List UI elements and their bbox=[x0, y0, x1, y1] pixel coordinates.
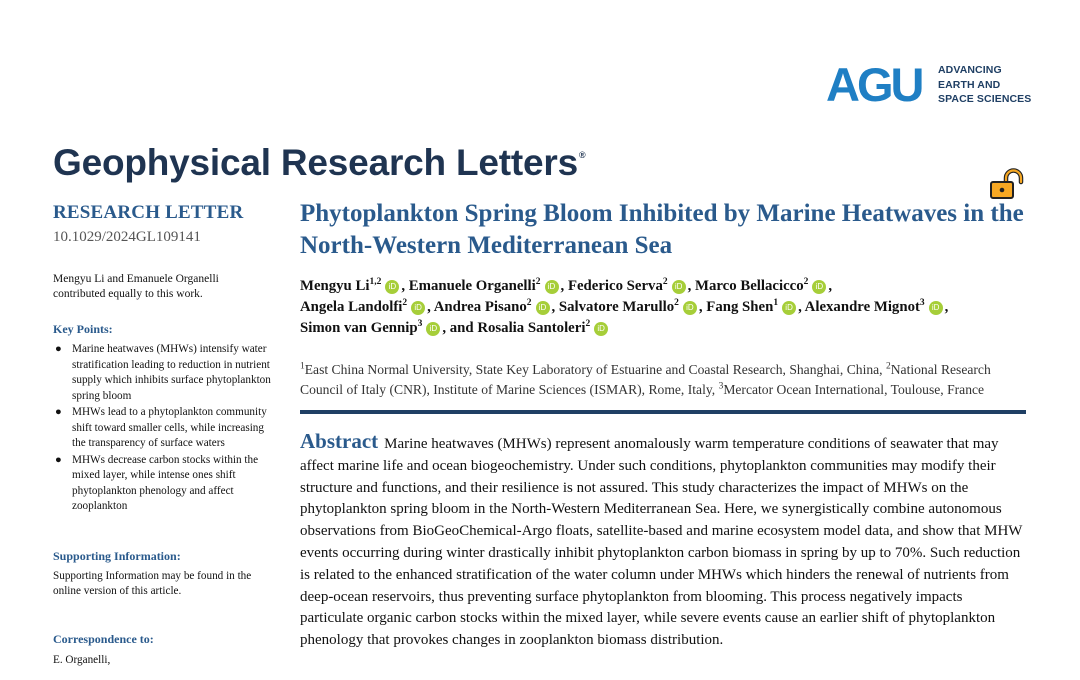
supporting-text: Supporting Information may be found in the online version of this article. bbox=[53, 569, 252, 597]
registered-mark: ® bbox=[578, 150, 586, 160]
author-name: Alexandre Mignot bbox=[804, 299, 920, 315]
author-separator: , bbox=[798, 299, 805, 315]
contribution-note: Mengyu Li and Emanuele Organelli contributed equally to this work. bbox=[53, 273, 219, 300]
article-main bbox=[300, 198, 1028, 652]
orcid-icon[interactable]: iD bbox=[545, 280, 559, 294]
agu-tagline-line: EARTH AND bbox=[938, 78, 1001, 91]
author-affiliation-sup: 3 bbox=[417, 319, 423, 330]
author-name: Emanuele Organelli bbox=[408, 278, 536, 294]
abstract-label: Abstract bbox=[300, 429, 379, 453]
article-sidebar bbox=[53, 200, 273, 668]
orcid-icon[interactable]: iD bbox=[683, 301, 697, 315]
author-name: Andrea Pisano bbox=[433, 299, 527, 315]
author-affiliation-sup: 2 bbox=[402, 298, 408, 309]
orcid-icon[interactable]: iD bbox=[672, 280, 686, 294]
agu-logo-letters: AGU bbox=[826, 60, 922, 108]
bullet: ● bbox=[55, 406, 62, 418]
author-affiliation-sup: 2 bbox=[585, 319, 591, 330]
correspondence-heading: Correspondence to: bbox=[53, 631, 154, 646]
author-separator: , bbox=[944, 299, 949, 315]
abstract bbox=[300, 431, 1028, 652]
key-points-heading: Key Points: bbox=[53, 322, 113, 336]
orcid-icon[interactable]: iD bbox=[426, 322, 440, 336]
author-list bbox=[300, 276, 1028, 339]
author-separator: , bbox=[401, 278, 409, 294]
affiliation-sup: 2 bbox=[885, 361, 891, 372]
author-name: Rosalia Santoleri bbox=[477, 320, 586, 336]
bullet: ● bbox=[55, 343, 62, 355]
author-affiliation-sup: 2 bbox=[535, 277, 541, 288]
key-points bbox=[53, 322, 273, 515]
affiliations bbox=[300, 360, 1028, 400]
correspondence-name[interactable]: E. Organelli, bbox=[53, 653, 111, 666]
article-title: Phytoplankton Spring Bloom Inhibited by Marine Heatwaves in the North-Western Mediterranean Sea bbox=[300, 200, 1024, 259]
author-affiliation-sup: 2 bbox=[674, 298, 679, 309]
author-name: Mengyu Li bbox=[300, 278, 370, 294]
doi-link[interactable]: 10.1029/2024GL109141 bbox=[53, 229, 201, 245]
key-point-item bbox=[53, 342, 273, 404]
author-name: Angela Landolfi bbox=[300, 299, 403, 315]
author-separator: , bbox=[687, 278, 696, 294]
affiliation-text: Mercator Ocean International, Toulouse, France bbox=[723, 382, 985, 397]
orcid-icon[interactable]: iD bbox=[812, 280, 826, 294]
open-lock-icon[interactable] bbox=[989, 168, 1029, 200]
author-affiliation-sup: 2 bbox=[803, 277, 809, 288]
key-point-text: MHWs lead to a phytoplankton community shift toward smaller cells, while increasing the transparency of surface waters bbox=[72, 406, 267, 449]
affiliation-sup: 1 bbox=[300, 361, 305, 372]
author-name: Simon van Gennip bbox=[300, 320, 418, 336]
key-point-text: Marine heatwaves (MHWs) intensify water stratification leading to reduction in nutrient supply which inhibits surface phytoplankton spring bloom bbox=[72, 343, 271, 402]
author-separator: , bbox=[427, 299, 434, 315]
orcid-icon[interactable]: iD bbox=[929, 301, 943, 315]
orcid-icon[interactable]: iD bbox=[385, 280, 399, 294]
section-divider bbox=[300, 410, 1026, 414]
affiliation-sup: 3 bbox=[718, 381, 724, 392]
author-name: Fang Shen bbox=[706, 299, 774, 315]
agu-logo[interactable] bbox=[826, 60, 1036, 108]
author-separator: , bbox=[828, 278, 833, 294]
author-affiliation-sup: 1,2 bbox=[369, 277, 382, 288]
author-separator: , and bbox=[442, 320, 478, 336]
key-point-item bbox=[53, 453, 273, 515]
author-name: Salvatore Marullo bbox=[558, 299, 675, 315]
bullet: ● bbox=[55, 453, 62, 466]
article-type: RESEARCH LETTER bbox=[53, 202, 244, 223]
orcid-icon[interactable]: iD bbox=[411, 301, 425, 315]
agu-tagline-line: ADVANCING bbox=[938, 64, 1002, 76]
author-name: Federico Serva bbox=[567, 278, 663, 294]
author-affiliation-sup: 2 bbox=[662, 277, 668, 288]
affiliation-text: National Research Council of Italy (CNR), Institute of Marine Sciences (ISMAR), Rome, Italy, bbox=[300, 362, 991, 397]
author-affiliation-sup: 1 bbox=[773, 298, 779, 309]
agu-tagline-line: SPACE SCIENCES bbox=[938, 93, 1032, 105]
key-point-item bbox=[53, 405, 273, 452]
journal-name: Geophysical Research Letters bbox=[53, 142, 578, 183]
agu-tagline bbox=[938, 63, 1031, 107]
affiliation-text: East China Normal University, State Key Laboratory of Estuarine and Coastal Research, Shanghai, China, bbox=[304, 362, 886, 377]
key-point-text: MHWs decrease carbon stocks within the mixed layer, while intense ones shift phytoplankton phenology and affect zooplankton bbox=[72, 453, 259, 512]
correspondence bbox=[53, 632, 273, 668]
orcid-icon[interactable]: iD bbox=[782, 301, 796, 315]
key-points-list bbox=[53, 342, 273, 515]
journal-title bbox=[53, 142, 585, 184]
orcid-icon[interactable]: iD bbox=[536, 301, 550, 315]
author-affiliation-sup: 3 bbox=[919, 298, 925, 309]
supporting-information bbox=[53, 549, 273, 600]
abstract-text: Marine heatwaves (MHWs) represent anomalously warm temperature conditions of seawater that may affect marine life and ocean biogeochemistry. Under such conditions, phytoplankton communities may modify their structure and functions, and their resilience is not assured. This study characterizes the impact of MHWs on the phytoplankton spring bloom in the North-Western Mediterranean Sea. Here, we synergistically combine autonomous observations from BioGeoChemical-Argo floats, satellite-based and marine ecosystem model data, and show that MHW events occurring during winter drastically inhibit phytoplankton carbon biomass in spring by up to 70%. Such reduction is related to the enhanced stratification of the water column under MHWs which hinders the renewal of nutrients from deep-ocean reservoirs, thus preventing surface phytoplankton from blooming. This process negatively impacts particulate organic carbon stocks within the mixed layer, while severe events cause an earlier shift of phytoplankton phenology that provokes changes in zooplankton biomass distribution. bbox=[300, 436, 1023, 649]
author-affiliation-sup: 2 bbox=[526, 298, 532, 309]
supporting-heading: Supporting Information: bbox=[53, 548, 181, 563]
author-separator: , bbox=[698, 299, 707, 315]
author-name: Marco Bellacicco bbox=[695, 278, 804, 294]
orcid-icon[interactable]: iD bbox=[594, 322, 608, 336]
agu-logo-mark bbox=[826, 60, 934, 108]
author-separator: , bbox=[551, 299, 559, 315]
author-separator: , bbox=[560, 278, 568, 294]
